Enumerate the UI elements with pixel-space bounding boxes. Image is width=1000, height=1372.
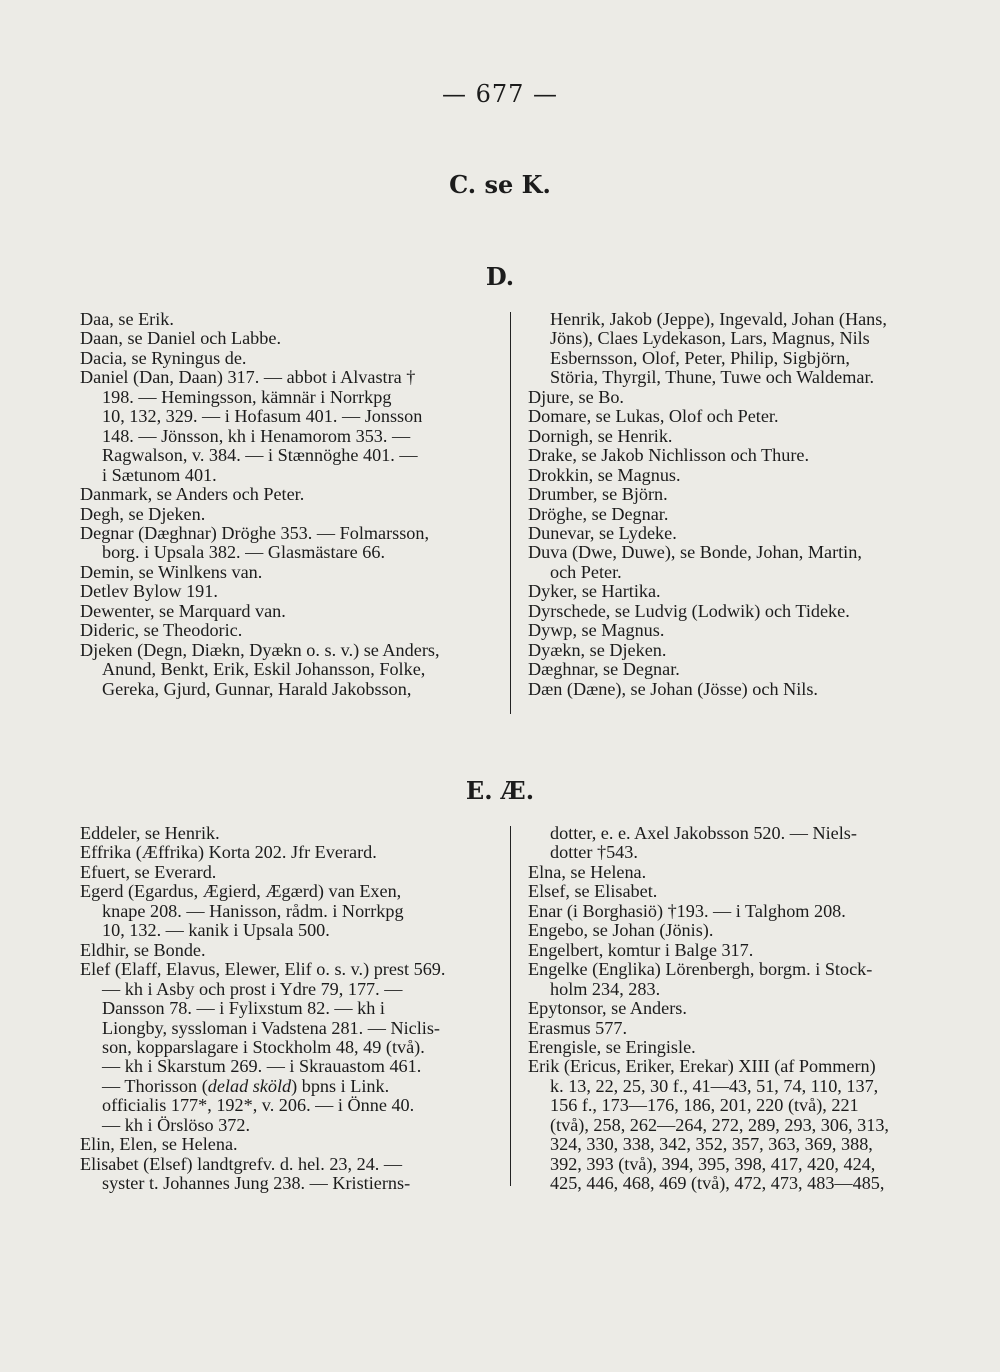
section-heading-d: D. — [485, 262, 515, 291]
index-entry — [528, 1019, 948, 1038]
column-e-left — [80, 824, 500, 1194]
entry-line: syster t. Johannes Jung 238. — Kristierns- — [102, 1173, 411, 1194]
column-e-right — [528, 824, 948, 1194]
entry-line: knape 208. — Hanisson, rådm. i Norrkpg — [102, 900, 404, 921]
index-entry — [528, 824, 948, 863]
page-number: — 677 — — [441, 80, 559, 108]
entry-line: Engelke (Englika) Lörenbergh, borgm. i Stock- — [528, 959, 873, 980]
entry-line: Erasmus 577. — [528, 1017, 628, 1038]
index-entry — [80, 960, 500, 1135]
entry-line: — kh i Skarstum 269. — i Skrauastom 461. — [102, 1056, 422, 1077]
entry-line: officialis 177*, 192*, v. 206. — i Önne 40. — [102, 1095, 415, 1116]
entry-line: 425, 446, 468, 469 (två), 472, 473, 483—485, — [550, 1173, 885, 1194]
entry-line: 10, 132. — kanik i Upsala 500. — [102, 920, 330, 941]
index-entry — [80, 310, 500, 329]
index-entry — [528, 388, 948, 407]
index-entry — [528, 999, 948, 1018]
entry-line: Daniel (Dan, Daan) 317. — abbot i Alvastra † — [80, 367, 416, 388]
entry-line: — kh i Örslöso 372. — [102, 1114, 251, 1135]
entry-line: Degnar (Dæghnar) Dröghe 353. — Folmarsson, — [80, 522, 430, 543]
entry-line: Ragwalson, v. 384. — i Stænnöghe 401. — — [102, 445, 418, 466]
entry-line: 324, 330, 338, 342, 352, 357, 363, 369, 388, — [550, 1134, 873, 1155]
index-entry — [80, 621, 500, 640]
entry-line: Dæn (Dæne), se Johan (Jösse) och Nils. — [528, 678, 818, 699]
entry-line: Egerd (Egardus, Ægierd, Ægærd) van Exen, — [80, 881, 402, 902]
entry-line: Erik (Ericus, Eriker, Erekar) XIII (af Pommern) — [528, 1056, 876, 1077]
entry-line: Daa, se Erik. — [80, 309, 174, 329]
index-entry — [528, 882, 948, 901]
index-entry — [80, 863, 500, 882]
index-entry — [528, 641, 948, 660]
entry-line: Djure, se Bo. — [528, 386, 624, 407]
index-entry — [80, 1155, 500, 1194]
index-entry — [528, 660, 948, 679]
column-divider-e — [510, 826, 511, 1186]
index-entry — [528, 680, 948, 699]
entry-line: Dyrschede, se Ludvig (Lodwik) och Tideke. — [528, 600, 850, 621]
index-entry — [80, 824, 500, 843]
index-entry — [528, 1057, 948, 1193]
entry-line: Esbernsson, Olof, Peter, Philip, Sigbjörn, — [550, 347, 850, 368]
entry-line: Engebo, se Johan (Jönis). — [528, 920, 714, 941]
entry-line: Erengisle, se Eringisle. — [528, 1036, 696, 1057]
entry-line: 148. — Jönsson, kh i Henamorom 353. — — [102, 425, 411, 446]
entry-line: Domare, se Lukas, Olof och Peter. — [528, 406, 779, 427]
entry-line: Dacia, se Ryningus de. — [80, 347, 247, 368]
index-entry — [80, 641, 500, 699]
index-entry — [528, 407, 948, 426]
entry-line: Effrika (Æffrika) Korta 202. Jfr Everard. — [80, 842, 377, 863]
entry-line: Störia, Thyrgil, Thune, Tuwe och Waldemar. — [550, 367, 875, 388]
index-entry — [80, 368, 500, 485]
entry-line: Enar (i Borghasiö) †193. — i Talghom 208. — [528, 900, 846, 921]
entry-line: Dunevar, se Lydeke. — [528, 522, 677, 543]
entry-line: Djeken (Degn, Diækn, Dyækn o. s. v.) se Anders, — [80, 639, 440, 660]
column-d-left — [80, 310, 500, 699]
index-entry — [528, 582, 948, 601]
index-entry — [528, 524, 948, 543]
entry-line: Dornigh, se Henrik. — [528, 425, 673, 446]
entry-line: Elna, se Helena. — [528, 861, 647, 882]
entry-line: — kh i Asby och prost i Ydre 79, 177. — — [102, 978, 403, 999]
entry-line: Daan, se Daniel och Labbe. — [80, 328, 281, 349]
entry-line: (två), 258, 262—264, 272, 289, 293, 306, 313, — [550, 1114, 889, 1135]
entry-line: 198. — Hemingsson, kämnär i Norrkpg — [102, 386, 392, 407]
entry-line: Gereka, Gjurd, Gunnar, Harald Jakobsson, — [102, 678, 412, 699]
entry-line: Anund, Benkt, Erik, Eskil Johansson, Folke, — [102, 659, 426, 680]
index-entry — [528, 941, 948, 960]
entry-line: Eddeler, se Henrik. — [80, 823, 220, 843]
entry-line: Dewenter, se Marquard van. — [80, 600, 286, 621]
entry-line: — Thorisson (delad sköld) bpns i Link. — [102, 1075, 390, 1096]
entry-line: Drake, se Jakob Nichlisson och Thure. — [528, 445, 810, 466]
entry-line: k. 13, 22, 25, 30 f., 41—43, 51, 74, 110, 137, — [550, 1075, 879, 1096]
entry-line: Elin, Elen, se Helena. — [80, 1134, 238, 1155]
index-entry — [528, 960, 948, 999]
index-entry — [528, 310, 948, 388]
entry-line: Liongby, syssloman i Vadstena 281. — Niclis- — [102, 1017, 440, 1038]
entry-line: och Peter. — [550, 561, 622, 582]
entry-line: Henrik, Jakob (Jeppe), Ingevald, Johan (Hans, — [550, 309, 887, 329]
entry-line: Dywp, se Magnus. — [528, 620, 665, 641]
entry-line: Dansson 78. — i Fylixstum 82. — kh i — [102, 998, 385, 1019]
index-entry — [528, 863, 948, 882]
index-entry — [80, 485, 500, 504]
index-entry — [528, 466, 948, 485]
entry-line: Dröghe, se Degnar. — [528, 503, 669, 524]
entry-line: Drumber, se Björn. — [528, 484, 668, 505]
index-entry — [80, 882, 500, 940]
entry-line: Demin, se Winlkens van. — [80, 561, 263, 582]
entry-line: son, kopparslagare i Stockholm 48, 49 (två). — [102, 1036, 425, 1057]
section-heading-c: C. se K. — [449, 170, 551, 199]
index-entry — [528, 621, 948, 640]
entry-line: Elef (Elaff, Elavus, Elewer, Elif o. s. v.) prest 569. — [80, 959, 446, 980]
index-entry — [80, 1135, 500, 1154]
entry-line: Elsef, se Elisabet. — [528, 881, 658, 902]
column-d-right — [528, 310, 948, 699]
index-entry — [528, 602, 948, 621]
entry-line: i Sætunom 401. — [102, 464, 217, 485]
entry-line: Duva (Dwe, Duwe), se Bonde, Johan, Martin, — [528, 542, 862, 563]
entry-line: 392, 393 (två), 394, 395, 398, 417, 420, 424, — [550, 1153, 876, 1174]
entry-line: dotter †543. — [550, 842, 638, 863]
index-entry — [80, 329, 500, 348]
entry-line: Dyker, se Hartika. — [528, 581, 661, 602]
entry-line: borg. i Upsala 382. — Glasmästare 66. — [102, 542, 386, 563]
index-entry — [80, 941, 500, 960]
entry-line: Engelbert, komtur i Balge 317. — [528, 939, 754, 960]
entry-line: holm 234, 283. — [550, 978, 661, 999]
entry-line: Eldhir, se Bonde. — [80, 939, 206, 960]
entry-line: dotter, e. e. Axel Jakobsson 520. — Niels- — [550, 823, 857, 843]
index-entry — [528, 505, 948, 524]
index-entry — [80, 582, 500, 601]
entry-line: Epytonsor, se Anders. — [528, 998, 687, 1019]
index-entry — [80, 349, 500, 368]
index-entry — [528, 902, 948, 921]
index-entry — [528, 1038, 948, 1057]
entry-line: Dyækn, se Djeken. — [528, 639, 667, 660]
entry-line: Detlev Bylow 191. — [80, 581, 218, 602]
entry-line: 10, 132, 329. — i Hofasum 401. — Jonsson — [102, 406, 423, 427]
entry-line: Degh, se Djeken. — [80, 503, 206, 524]
index-entry — [80, 563, 500, 582]
entry-line: Jöns), Claes Lydekason, Lars, Magnus, Nils — [550, 328, 870, 349]
index-entry — [80, 602, 500, 621]
entry-line: Efuert, se Everard. — [80, 861, 217, 882]
index-entry — [80, 843, 500, 862]
entry-line: 156 f., 173—176, 186, 201, 220 (två), 221 — [550, 1095, 859, 1116]
entry-line: Dæghnar, se Degnar. — [528, 659, 680, 680]
entry-line: Drokkin, se Magnus. — [528, 464, 681, 485]
index-entry — [528, 446, 948, 465]
entry-line: Elisabet (Elsef) landtgrefv. d. hel. 23, 24. — — [80, 1153, 403, 1174]
index-entry — [528, 427, 948, 446]
index-entry — [528, 921, 948, 940]
section-heading-e: E. Æ. — [465, 776, 535, 805]
entry-line: Dideric, se Theodoric. — [80, 620, 243, 641]
index-entry — [528, 543, 948, 582]
column-divider-d — [510, 312, 511, 714]
entry-line: Danmark, se Anders och Peter. — [80, 484, 305, 505]
index-entry — [528, 485, 948, 504]
index-entry — [80, 505, 500, 524]
index-entry — [80, 524, 500, 563]
